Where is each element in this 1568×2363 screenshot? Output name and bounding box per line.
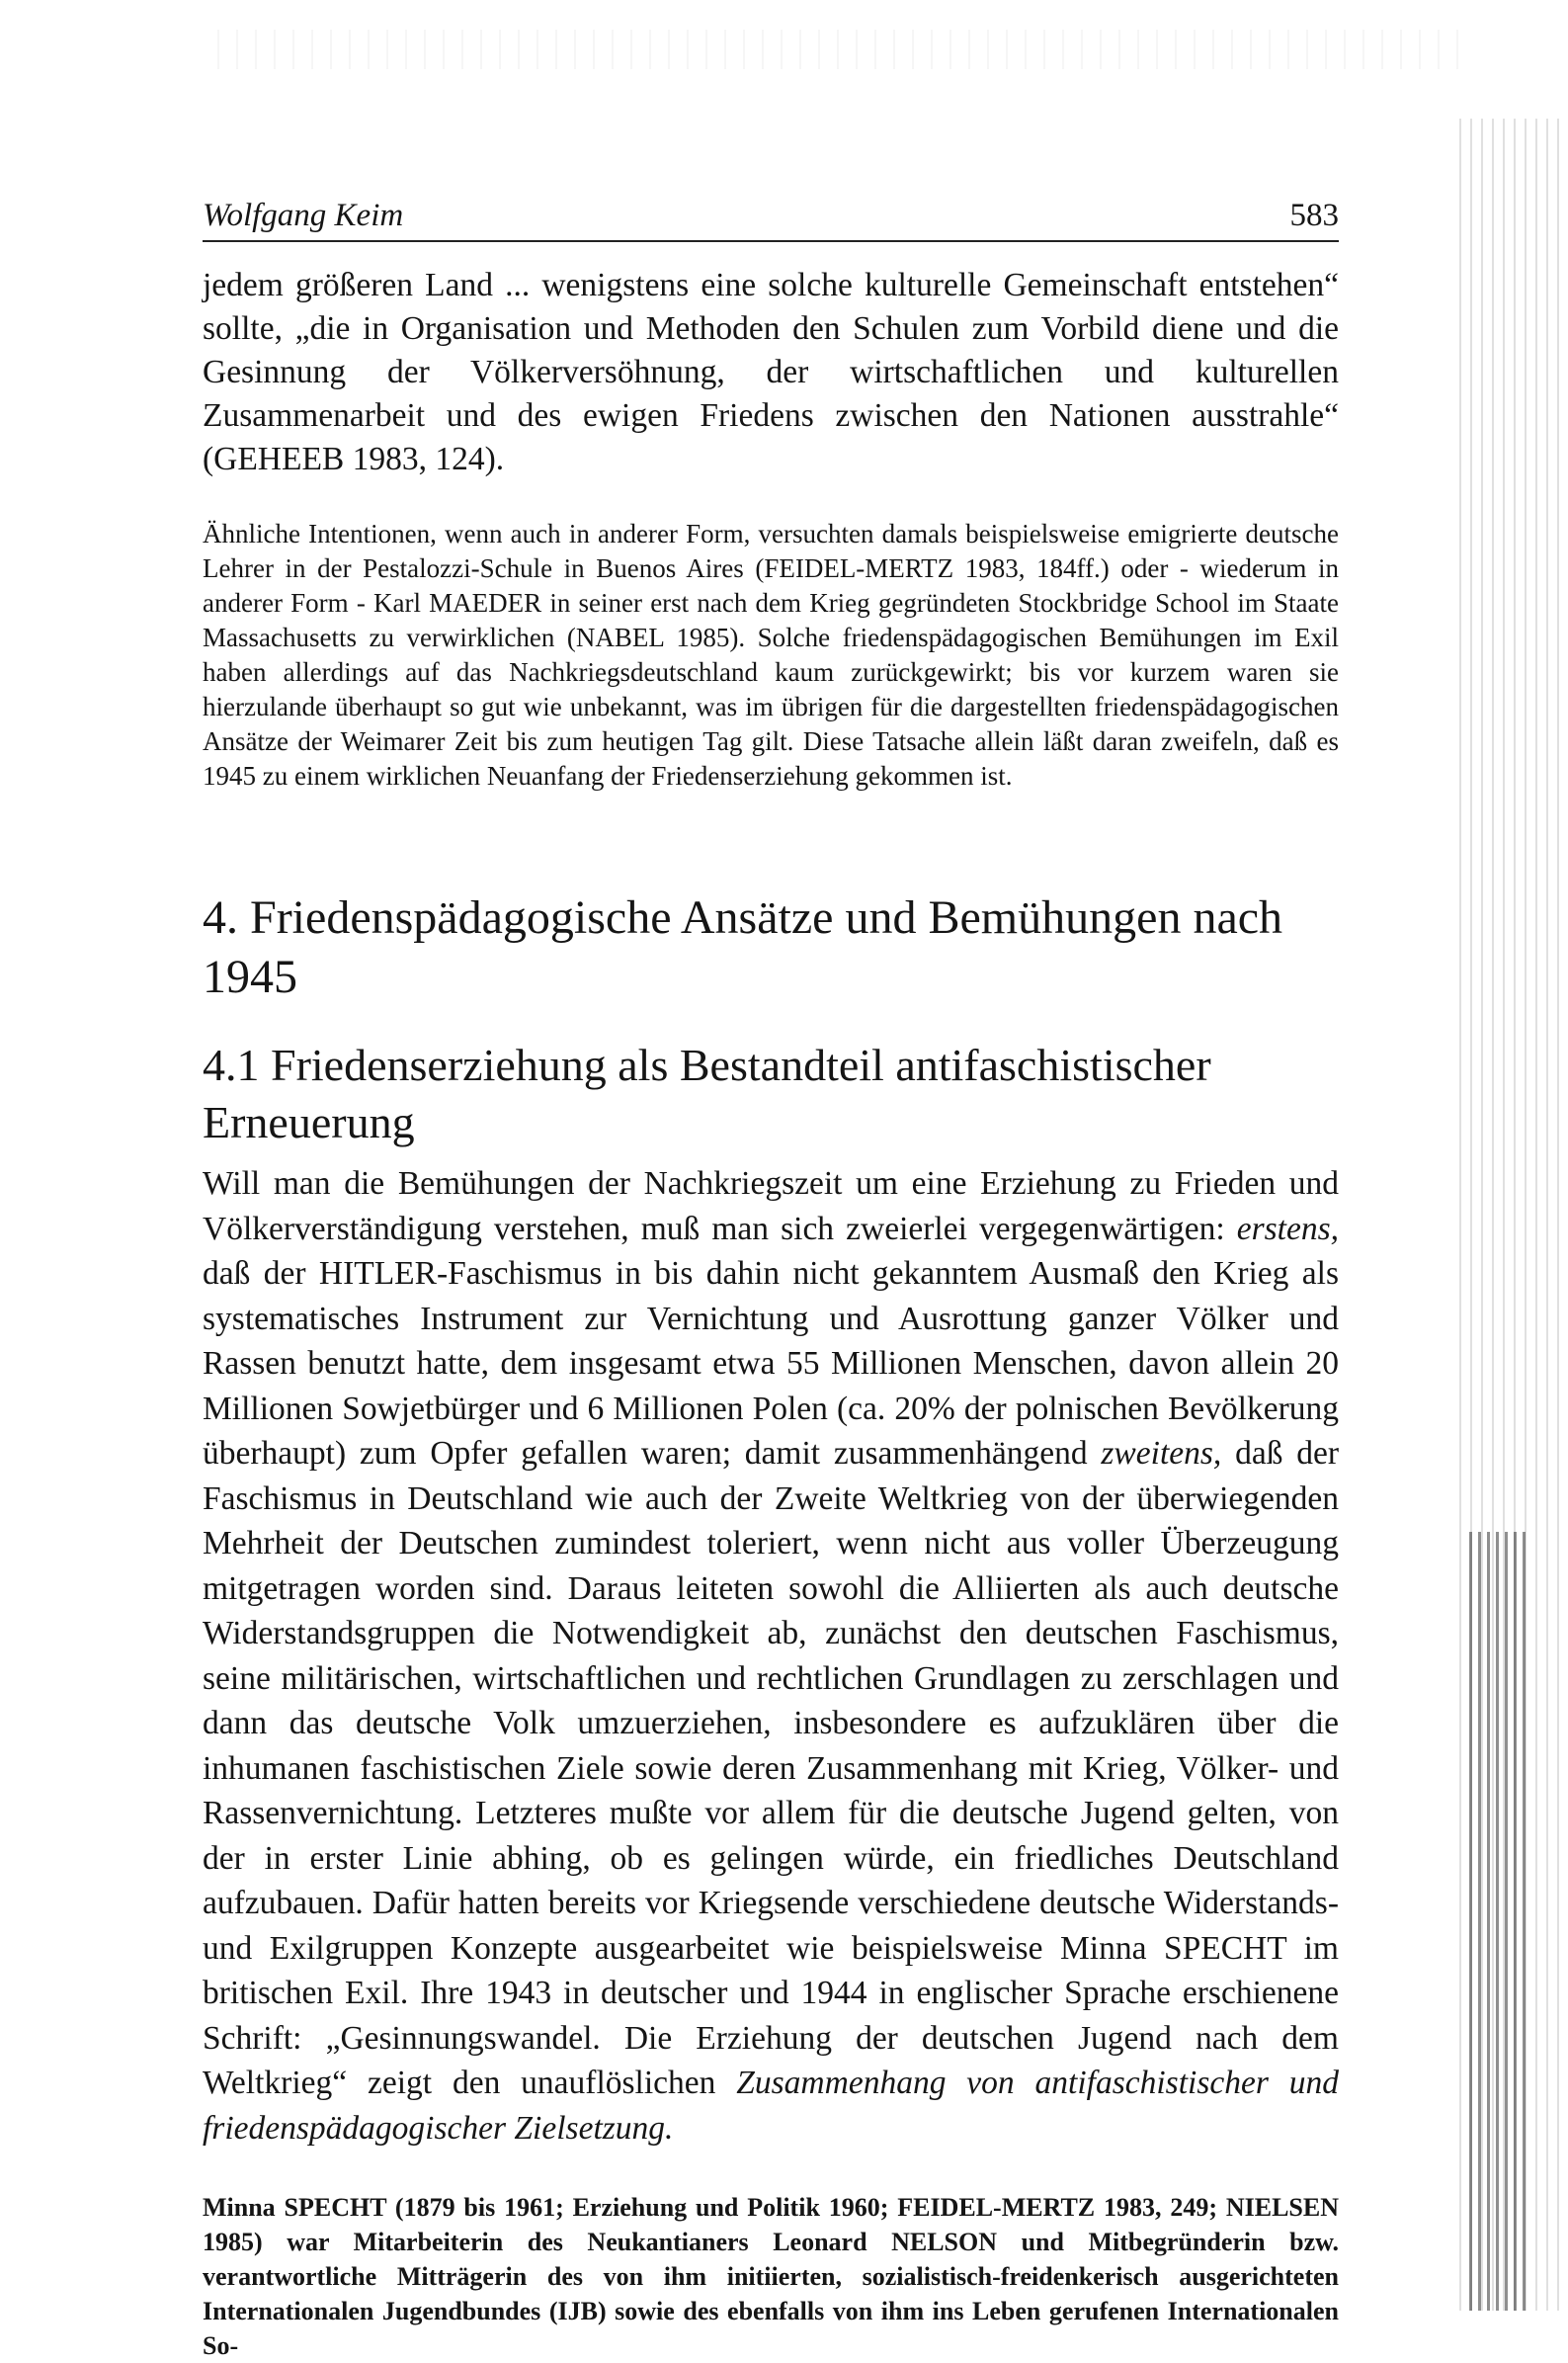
page-number: 583 (1289, 198, 1339, 233)
main-paragraph (203, 1161, 1339, 2151)
scan-artifact-top (217, 30, 1462, 69)
paragraph-small-print: Ähnliche Intentionen, wenn auch in anderer Form, versuchten damals beispielsweise emigrierte deutsche Lehrer in der Pestalozzi-Schule in Buenos Aires (FEIDEL-MERTZ 1983, 184ff.) oder - wiederum in anderer Form - Karl MAEDER in seiner erst nach dem Krieg gegründeten Stockbridge School im Staate Massachusetts zu verwirklichen (NABEL 1985). Solche friedenspädagogischen Bemühungen im Exil haben allerdings auf das Nachkriegsdeutschland kaum zurückgewirkt; bis vor kurzem waren sie hierzulande überhaupt so gut wie unbekannt, was im übrigen für die dargestellten friedenspädagogischen Ansätze der Weimarer Zeit bis zum heutigen Tag gilt. Diese Tatsache allein läßt daran zweifeln, daß es 1945 zu einem wirklichen Neuanfang der Friedenserziehung gekommen ist. (203, 519, 1339, 791)
paragraph-continuation: jedem größeren Land ... wenigstens eine solche kulturelle Gemeinschaft entstehen“ sollte, „die in Organisation und Methoden den Schulen zum Vorbild diene und die Gesinnung der Völkerversöhnung, der wirtschaftlichen und kulturellen Zusammenarbeit und des ewigen Friedens zwischen den Nationen ausstrahle“ (GEHEEB 1983, 124). (203, 267, 1339, 477)
emphasis-zweitens: zweitens, (1101, 1435, 1222, 1472)
emphasis-zielsetzung: Zusammenhang von antifaschistischer und friedenspädagogischer Zielsetzung. (203, 2065, 1339, 2147)
book-page (203, 198, 1339, 2363)
emphasis-erstens: erstens, (1236, 1210, 1339, 1247)
binding-shadow-dark (1469, 1532, 1528, 2311)
main-text-part-2: daß der HITLER-Faschismus in bis dahin nicht gekanntem Ausmaß den Krieg als systematisches Instrument zur Vernichtung und Ausrottung ganzer Völker und Rassen benutzt hatte, dem insgesamt etwa 55 Millionen Menschen, davon allein 20 Millionen Sowjetbürger und 6 Millionen Polen (ca. 20% der polnischen Bevölkerung überhaupt) zum Opfer gefallen waren; damit zusammenhängend (203, 1255, 1339, 1472)
main-text-part-3: daß der Faschismus in Deutschland wie auch der Zweite Weltkrieg von der überwiegenden Mehrheit der Deutschen zumindest toleriert, wenn nicht aus voller Überzeugung mitgetragen worden sind. Daraus leiteten sowohl die Alliierten als auch deutsche Widerstandsgruppen die Notwendigkeit ab, zunächst den deutschen Faschismus, seine militärischen, wirtschaftlichen und rechtlichen Grundlagen zu zerschlagen und dann das deutsche Volk umzuerziehen, insbesondere es aufzuklären über die inhumanen faschistischen Ziele sowie deren Zusammenhang mit Krieg, Völker- und Rassenvernichtung. Letzteres mußte vor allem für die deutsche Jugend gelten, von der in erster Linie abhing, ob es gelingen würde, ein friedliches Deutschland aufzubauen. Dafür hatten bereits vor Kriegsende verschiedene deutsche Widerstands- und Exilgruppen Konzepte ausgearbeitet wie beispielsweise Minna SPECHT im britischen Exil. Ihre 1943 in deutscher und 1944 in englischer Sprache erschienene Schrift: „Gesinnungswandel. Die Erziehung der deutschen Jugend nach dem Weltkrieg“ zeigt den unauflöslichen (203, 1435, 1339, 2101)
running-head (203, 198, 1339, 242)
subsection-heading: 4.1 Friedenserziehung als Bestandteil antifaschistischer Erneuerung (203, 1040, 1211, 1147)
main-text-part-1: Will man die Bemühungen der Nachkriegszeit um eine Erziehung zu Frieden und Völkerverständigung verstehen, muß man sich zweierlei vergegenwärtigen: (203, 1165, 1339, 1247)
biographical-note: Minna SPECHT (1879 bis 1961; Erziehung und Politik 1960; FEIDEL-MERTZ 1983, 249; NIELSEN 1985) war Mitarbeiterin des Neukantianers Leonard NELSON und Mitbegründerin bzw. verantwortliche Mitträgerin des von ihm initiierten, sozialistisch-freidenkerisch ausgerichteten Internationalen Jugendbundes (IJB) sowie des ebenfalls von ihm ins Leben gerufenen Internationalen So- (203, 2193, 1339, 2360)
running-head-author: Wolfgang Keim (203, 198, 404, 233)
section-heading: 4. Friedenspädagogische Ansätze und Bemühungen nach 1945 (203, 891, 1283, 1003)
